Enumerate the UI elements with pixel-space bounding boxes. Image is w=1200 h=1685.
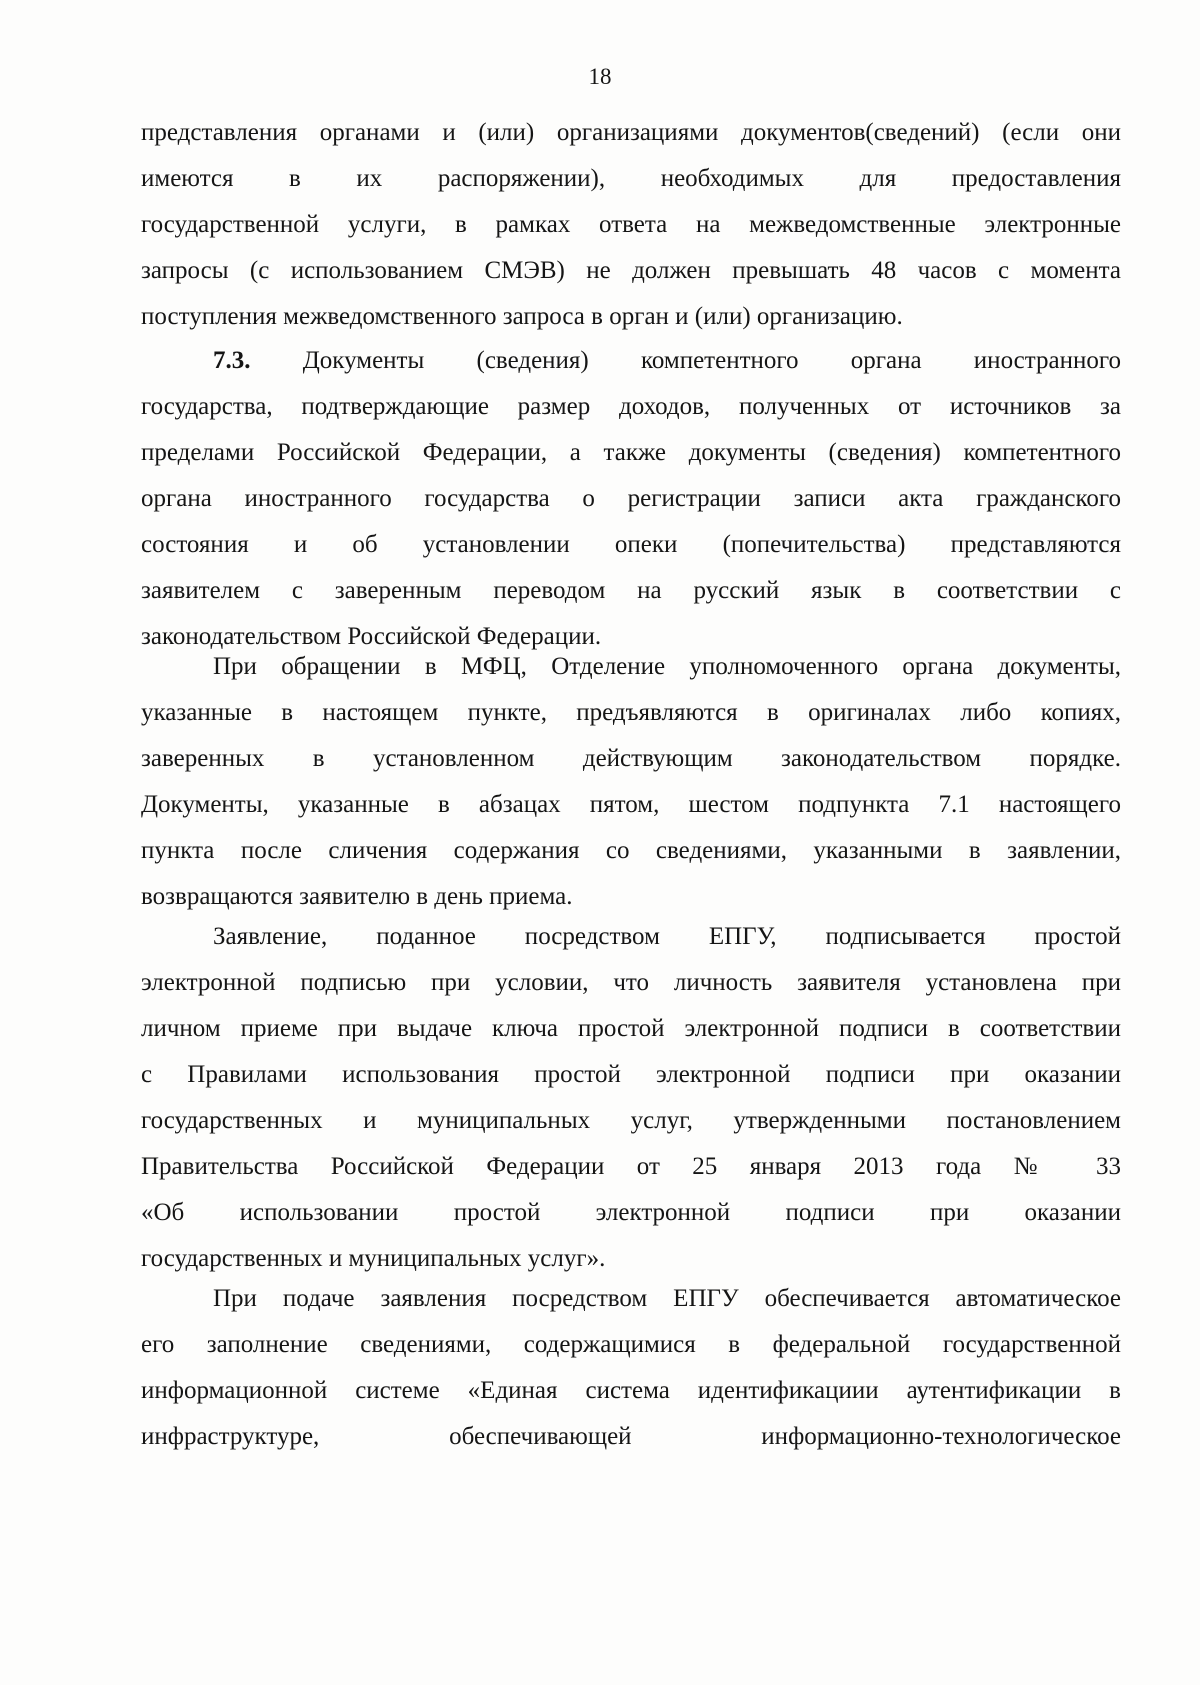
text-line: пункта после сличения содержания со сведениями, указанными в заявлении, bbox=[141, 837, 1121, 864]
text-line: представления органами и (или) организациями документов(сведений) (если они bbox=[141, 119, 1121, 146]
text-line: Правительства Российской Федерации от 25 января 2013 года № 33 bbox=[141, 1153, 1121, 1180]
text-line: органа иностранного государства о регистрации записи акта гражданского bbox=[141, 485, 1121, 512]
text-line: государственных и муниципальных услуг». bbox=[141, 1245, 606, 1272]
paragraph-7-3 bbox=[141, 338, 1121, 660]
text-line: запросы (с использованием СМЭВ) не должен превышать 48 часов с момента bbox=[141, 257, 1121, 284]
section-number: 7.3. bbox=[213, 347, 251, 374]
text-line: имеются в их распоряжении), необходимых для предоставления bbox=[141, 165, 1121, 192]
text-line: с Правилами использования простой электронной подписи при оказании bbox=[141, 1061, 1121, 1088]
text-line: Документы, указанные в абзацах пятом, шестом подпункта 7.1 настоящего bbox=[141, 791, 1121, 818]
paragraph-3 bbox=[141, 644, 1121, 920]
text-line-first-content: Документы (сведения) компетентного органа иностранного bbox=[302, 347, 1121, 374]
text-line: государственных и муниципальных услуг, утвержденными постановлением bbox=[141, 1107, 1121, 1134]
text-line: электронной подписью при условии, что личность заявителя установлена при bbox=[141, 969, 1121, 996]
text-line: возвращаются заявителю в день приема. bbox=[141, 883, 573, 910]
text-line-first: При обращении в МФЦ, Отделение уполномоченного органа документы, bbox=[213, 653, 1121, 680]
page-number: 18 bbox=[588, 64, 612, 89]
text-line: состояния и об установлении опеки (попечительства) представляются bbox=[141, 531, 1121, 558]
text-line: «Об использовании простой электронной подписи при оказании bbox=[141, 1199, 1121, 1226]
text-line: государственной услуги, в рамках ответа на межведомственные электронные bbox=[141, 211, 1121, 238]
paragraph-4 bbox=[141, 914, 1121, 1282]
paragraph-5 bbox=[141, 1276, 1121, 1460]
text-line: личном приеме при выдаче ключа простой электронной подписи в соответствии bbox=[141, 1015, 1121, 1042]
text-line-first: При подаче заявления посредством ЕПГУ обеспечивается автоматическое bbox=[213, 1285, 1121, 1312]
text-line: инфраструктуре, обеспечивающей информационно-технологическое bbox=[141, 1423, 1121, 1450]
text-line: его заполнение сведениями, содержащимися в федеральной государственной bbox=[141, 1331, 1121, 1358]
text-line: заявителем с заверенным переводом на русский язык в соответствии с bbox=[141, 577, 1121, 604]
text-line: указанные в настоящем пункте, предъявляются в оригиналах либо копиях, bbox=[141, 699, 1121, 726]
text-line: поступления межведомственного запроса в орган и (или) организацию. bbox=[141, 303, 903, 330]
text-line: заверенных в установленном действующим законодательством порядке. bbox=[141, 745, 1121, 772]
text-line: информационной системе «Единая система идентификациии аутентификации в bbox=[141, 1377, 1121, 1404]
text-line: пределами Российской Федерации, а также документы (сведения) компетентного bbox=[141, 439, 1121, 466]
paragraph-1 bbox=[141, 110, 1121, 340]
text-line-first bbox=[141, 338, 1121, 384]
text-line-first: Заявление, поданное посредством ЕПГУ, подписывается простой bbox=[213, 923, 1121, 950]
text-line: государства, подтверждающие размер доходов, полученных от источников за bbox=[141, 393, 1121, 420]
text-line: законодательством Российской Федерации. bbox=[141, 623, 602, 650]
